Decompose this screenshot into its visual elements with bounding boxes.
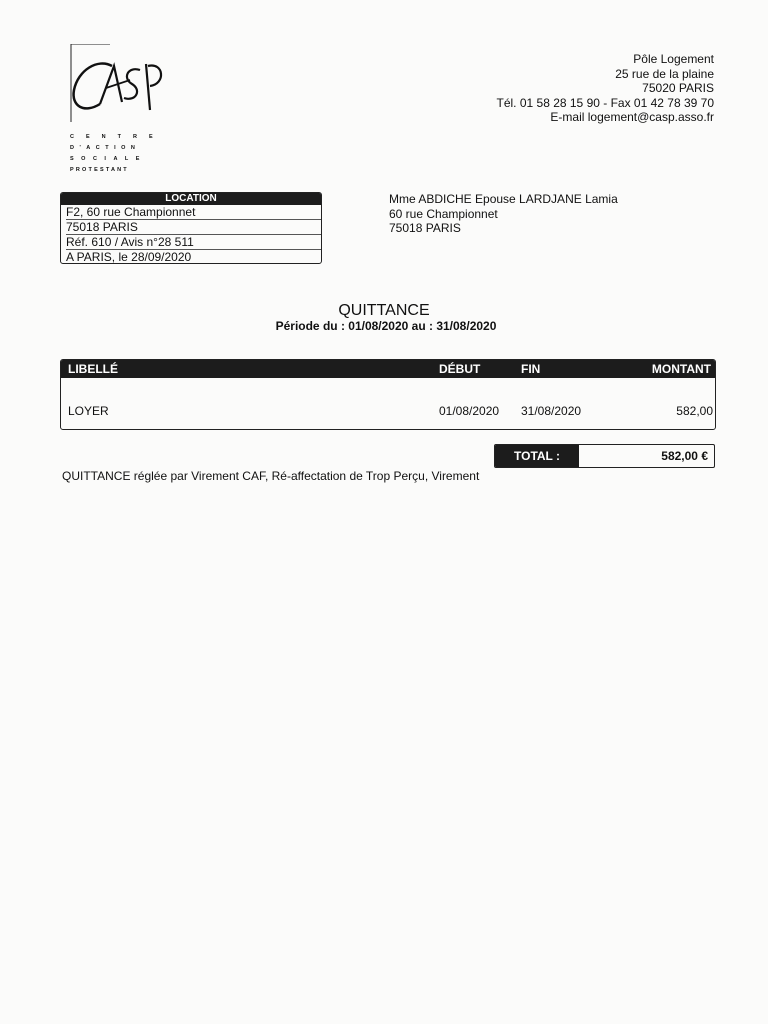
table-header: [61, 360, 715, 378]
total-label: TOTAL :: [495, 445, 579, 467]
logo-tag-line-2: [70, 143, 162, 154]
cell-montant: 582,00: [676, 404, 713, 418]
document-period: Période du : 01/08/2020 au : 31/08/2020: [275, 319, 497, 333]
sender-city: 75020 PARIS: [642, 81, 714, 95]
cell-fin: 31/08/2020: [521, 404, 582, 418]
casp-logo-mark: [70, 44, 165, 122]
cell-libelle: LOYER: [68, 404, 109, 418]
sender-dept: Pôle Logement: [633, 52, 714, 66]
recipient-name: Mme ABDICHE Epouse LARDJANE Lamia: [389, 192, 618, 206]
total-value: 582,00 €: [661, 449, 708, 463]
logo-tag-text: PROTESTANT: [70, 167, 129, 173]
charges-table: [60, 359, 716, 430]
sender-phones: Tél. 01 58 28 15 90 - Fax 01 42 78 39 70: [496, 95, 714, 110]
col-header-montant: MONTANT: [651, 362, 711, 376]
logo-tag-text: SOCIALE: [70, 156, 147, 162]
col-header-libelle: LIBELLÉ: [68, 362, 118, 376]
logo-tag-line-4: [70, 165, 162, 176]
document-title: QUITTANCE: [338, 302, 430, 319]
sender-address: [497, 52, 715, 125]
col-header-debut: DÉBUT: [439, 362, 481, 376]
sender-email: E-mail logement@casp.asso.fr: [550, 110, 714, 124]
location-line: Réf. 610 / Avis n°28 511: [66, 235, 321, 250]
logo-tag-line-1: [70, 132, 165, 143]
logo-tag-text: D'ACTION: [70, 145, 141, 151]
col-header-fin: FIN: [521, 362, 541, 376]
recipient-city: 75018 PARIS: [389, 221, 461, 235]
logo-tagline: [70, 132, 165, 176]
location-line: F2, 60 rue Championnet: [66, 205, 321, 220]
recipient-street: 60 rue Championnet: [389, 206, 498, 221]
sender-street: 25 rue de la plaine: [615, 66, 714, 81]
recipient-address: [389, 192, 618, 236]
cell-debut: 01/08/2020: [439, 404, 500, 418]
casp-logo: [70, 44, 165, 122]
payment-note: QUITTANCE réglée par Virement CAF, Ré-affectation de Trop Perçu, Virement: [62, 469, 480, 483]
logo-tag-text: CENTRE: [70, 134, 165, 140]
location-box: [60, 192, 322, 264]
total-box: [494, 444, 715, 468]
location-line: 75018 PARIS: [66, 220, 321, 235]
location-line: A PARIS, le 28/09/2020: [66, 250, 192, 264]
logo-tag-line-3: [70, 154, 162, 165]
location-header: LOCATION: [61, 193, 321, 205]
